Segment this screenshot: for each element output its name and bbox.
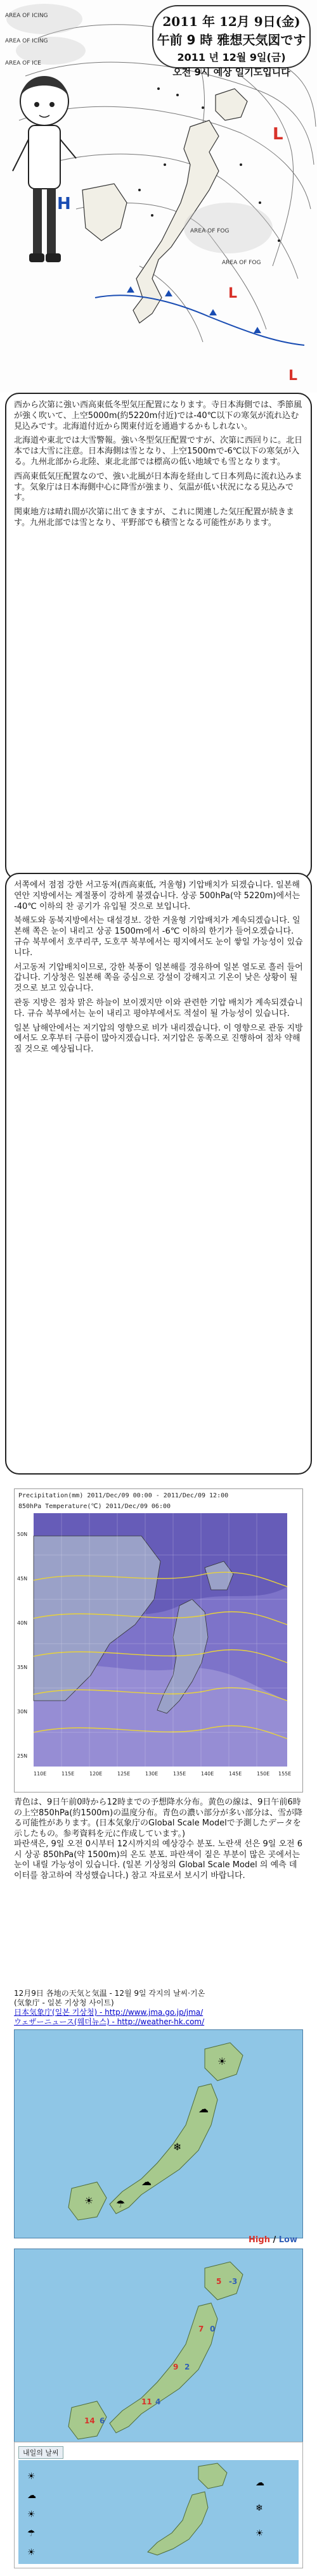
japan-map-svg-1	[15, 2030, 302, 2238]
svg-text:11: 11	[141, 2397, 152, 2406]
svg-text:☀: ☀	[256, 2528, 264, 2539]
lon-tick: 125E	[117, 1771, 131, 1777]
bubble-kr-paragraph: 일본 남해안에서는 저기압의 영향으로 비가 내리겠습니다. 이 영향으로 관동 지방에서도 오후부터 구름이 많아지겠습니다. 저기압은 동쪽으로 진행하여 점차 약해질 것으로 예상됩니다.	[14, 1023, 303, 1055]
area-label-3: AREA OF ICE	[5, 60, 41, 67]
bubble-jp-paragraph: 北海道や東北では大雪警報。強い冬型気圧配置ですが、次第に西回りに。北日本では大雪に注意。日本海側は雪となり、上空1500mで-6℃以下の寒気が入る。九州北部から北陸、東北北部では標高の低い地域でも雪となります。	[14, 436, 303, 467]
bubble-kr-paragraph: 관동 지방은 점차 맑은 하늘이 보이겠지만 이와 관련한 기압 배치가 계속되겠습니다. 규슈 북부에서는 눈이 내리고 평야부에서도 적설이 될 가능성이 있습니다.	[14, 998, 303, 1018]
lat-tick: 45N	[17, 1576, 28, 1582]
bubble-kr-paragraph: 서고동저 기압배치이므로, 강한 북풍이 일본해를 경유하여 일본 열도로 흘러 들어갑니다. 기상청은 일본해 쪽을 중심으로 강설이 강해지고 기온이 낮은 상황이 될 것으로 보고 있습니다.	[14, 962, 303, 994]
caption-jp: 青色は、9日午前0時から12時までの予想降水分布。黄色の線は、9日午前6時の上空850hPa(約1500m)の温度分布。青色の濃い部分が多い部分は、雪が降る可能性があります。(日本気象庁のGlobal Scale Modelで予測したデータを示したもの。参考資料を元に作成しています。)	[14, 1798, 303, 1839]
high-label: High	[249, 2235, 270, 2245]
forecast-title-precip: Precipitation(mm) 2011/Dec/09 00:00 - 2011/Dec/09 12:00	[18, 1492, 229, 1499]
forecast-map	[14, 1488, 303, 1792]
tomorrow-map-svg	[15, 2460, 302, 2568]
svg-text:-3: -3	[229, 2277, 238, 2286]
svg-text:0: 0	[210, 2325, 216, 2333]
high-low-legend: High / Low	[249, 2235, 297, 2245]
lat-tick: 35N	[17, 1665, 28, 1670]
weather-forecast-map-1	[14, 2029, 303, 2238]
svg-text:2: 2	[184, 2363, 190, 2371]
title-date-jp: 2011 年 12月 9日(金)	[162, 14, 301, 29]
today-heading: 12月9日 各地の天気と気温 - 12월 9일 각지의 날씨·기온	[14, 1989, 205, 1998]
svg-text:☁: ☁	[256, 2478, 264, 2488]
svg-text:9: 9	[173, 2363, 179, 2371]
svg-text:7: 7	[198, 2325, 204, 2333]
svg-text:☂: ☂	[116, 2198, 126, 2210]
lon-tick: 155E	[278, 1771, 292, 1777]
svg-text:☀: ☀	[27, 2547, 36, 2558]
svg-text:☁: ☁	[198, 2103, 209, 2115]
svg-text:5: 5	[216, 2277, 222, 2286]
bubble-kr-paragraph: 북해도와 동북지방에서는 대설경보. 강한 겨울형 기압배치가 계속되겠습니다. 일본해 쪽은 눈이 내리고 상공 1500m에서 -6℃ 이하의 한기가 들어오겠습니다. 규슈 북부에서 호쿠리쿠, 도호쿠 북부에서는 평지에서도 눈이 쌓일 가능성이 있습니다.	[14, 916, 303, 958]
speech-bubble-kr	[5, 873, 312, 1475]
tomorrow-tab[interactable]: 내일의 날씨	[18, 2446, 63, 2459]
svg-text:☀: ☀	[27, 2471, 36, 2482]
lat-tick: 25N	[17, 1753, 28, 1759]
japan-map-svg-2	[15, 2249, 302, 2457]
lon-tick: 120E	[89, 1771, 103, 1777]
weathernews-link[interactable]: ウェザーニュース(웨더뉴스) - http://weather-hk.com/	[14, 2017, 205, 2026]
area-label-4: AREA OF FOG	[190, 228, 230, 234]
jma-link[interactable]: 日本気象庁(일본 기상청) - http://www.jma.go.jp/jma/	[14, 2008, 204, 2017]
forecast-caption	[14, 1798, 303, 1881]
lat-tick: 30N	[17, 1709, 28, 1715]
low-label: Low	[278, 2235, 297, 2245]
svg-text:14: 14	[84, 2416, 95, 2425]
forecast-map-svg	[15, 1511, 302, 1793]
lon-tick: 145E	[229, 1771, 242, 1777]
lon-tick: 135E	[173, 1771, 186, 1777]
svg-text:☁: ☁	[141, 2176, 152, 2188]
weather-forecast-map-2	[14, 2235, 303, 2458]
today-source-note: (気象庁 - 일본 기상청 사이트)	[14, 1998, 114, 2007]
svg-text:L: L	[273, 125, 283, 144]
bubble-jp-paragraph: 西高東低気圧配置なので、強い北風が日本海を経由して日本列島に流れ込みます。気象庁は日本海側中心に降雪が強まり、気温が低い状況になる見込みです。	[14, 471, 302, 503]
bubble-jp-paragraph: 西から次第に強い西高東低冬型気圧配置になります。寺日本海側では、季節風が強く吹いて、上空5000m(約5220m付近)では-40℃以下の寒気が流れ込む見込みです。北海道付近から関東付近を通過するかもしれない。	[14, 400, 302, 431]
svg-text:L: L	[288, 368, 298, 384]
lat-tick: 40N	[17, 1620, 28, 1626]
svg-text:H: H	[57, 194, 71, 213]
title-date-kr: 2011 년 12월 9일(금)	[177, 51, 286, 63]
title-panel	[152, 5, 311, 78]
area-label-5: AREA OF FOG	[222, 260, 261, 266]
lon-tick: 140E	[201, 1771, 214, 1777]
area-label-1: AREA OF ICING	[5, 13, 48, 19]
forecast-title-temp: 850hPa Temperature(℃) 2011/Dec/09 06:00	[18, 1503, 171, 1510]
title-subtitle-jp: 午前 9 時 雅想天気図です	[157, 32, 306, 48]
area-label-2: AREA OF ICING	[5, 38, 48, 44]
svg-text:☀: ☀	[217, 2055, 227, 2067]
lon-tick: 115E	[61, 1771, 75, 1777]
lon-tick: 130E	[145, 1771, 158, 1777]
svg-text:4: 4	[155, 2397, 161, 2406]
svg-text:❄: ❄	[173, 2141, 182, 2153]
svg-text:☀: ☀	[27, 2509, 36, 2520]
svg-text:☁: ☁	[27, 2490, 36, 2501]
lon-tick: 110E	[34, 1771, 47, 1777]
svg-text:☀: ☀	[84, 2195, 94, 2207]
speech-bubble-jp	[5, 393, 312, 880]
lon-tick: 150E	[257, 1771, 270, 1777]
bubble-kr-paragraph: 서쪽에서 점점 강한 서고동저(西高東低, 겨울형) 기압배치가 되겠습니다. 일본해 연안 지방에서는 계절풍이 강하게 불겠습니다. 상공 500hPa(약 5220m)에서는 -40℃ 이하의 찬 공기가 유입될 것으로 보입니다.	[14, 880, 301, 911]
svg-text:6: 6	[100, 2416, 105, 2425]
caption-kr: 파란색은, 9일 오전 0시부터 12시까지의 예상강수 분포. 노란색 선은 9일 오전 6시 상공 850hPa(약 1500m)의 온도 분포. 파란색이 짙은 부분이 많은 곳에서는 눈이 내릴 가능성이 있습니다. (일본 기상청의 Global Scale Model 의 예측 데이터를 참고하여 작성했습니다.) 참고 자료로서 보시기 바랍니다.	[14, 1839, 302, 1881]
svg-text:☂: ☂	[27, 2528, 36, 2539]
bubble-jp-paragraph: 関東地方は晴れ間が次第に出てきますが、これに関連した気圧配置が続きます。九州北部では雪となり、平野部でも積雪となる可能性があります。	[14, 507, 295, 528]
tomorrow-weather-panel	[14, 2442, 303, 2568]
lat-tick: 50N	[17, 1532, 28, 1537]
svg-text:❄: ❄	[256, 2503, 263, 2513]
title-subtitle-kr: 오전 9시 예상 일기도입니다	[172, 67, 290, 78]
svg-text:L: L	[228, 286, 238, 301]
